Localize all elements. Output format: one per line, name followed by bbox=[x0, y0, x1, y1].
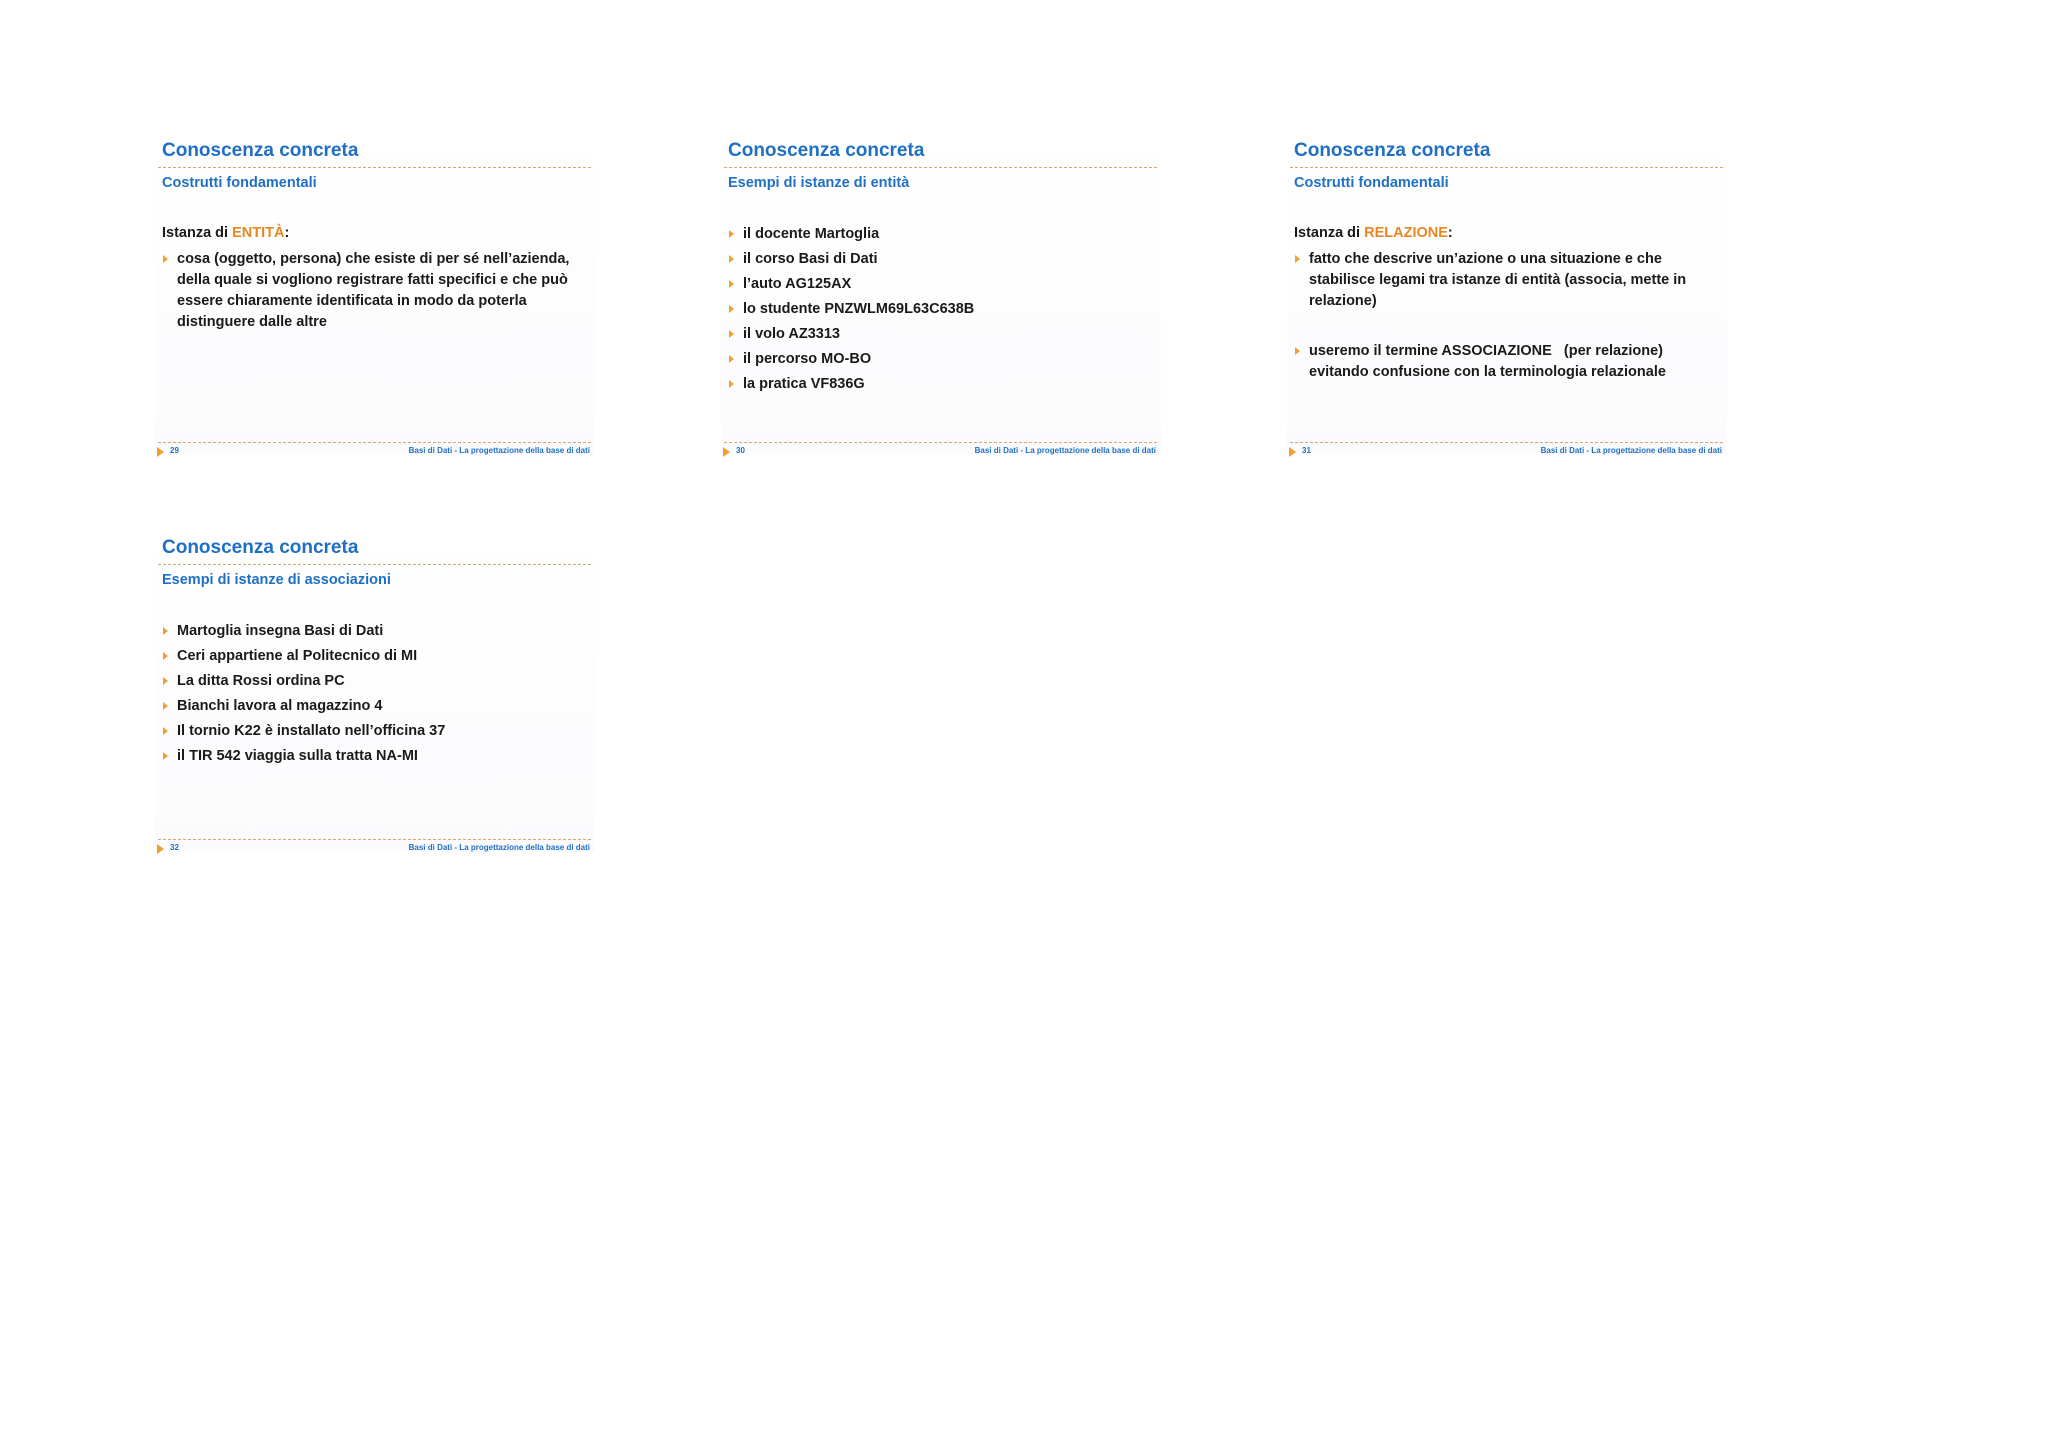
triangle-right-icon bbox=[729, 380, 734, 388]
list-item bbox=[728, 224, 974, 249]
bullet-list bbox=[1294, 249, 1709, 383]
slide-30 bbox=[721, 130, 1161, 455]
heading-highlight: ENTITÀ bbox=[232, 225, 285, 241]
list-item bbox=[162, 721, 445, 746]
footer-text: Basi di Dati - La progettazione della base di dati bbox=[974, 446, 1156, 455]
list-item bbox=[162, 746, 445, 771]
triangle-right-icon bbox=[163, 627, 168, 635]
page-number: 29 bbox=[170, 446, 179, 455]
triangle-right-icon bbox=[157, 447, 164, 457]
list-item-text: il percorso MO-BO bbox=[743, 351, 872, 367]
list-item-text: Martoglia insegna Basi di Dati bbox=[177, 623, 384, 639]
triangle-right-icon bbox=[729, 305, 734, 313]
triangle-right-icon bbox=[163, 727, 168, 735]
triangle-right-icon bbox=[163, 255, 168, 263]
footer-divider bbox=[724, 442, 1157, 443]
triangle-right-icon bbox=[1295, 255, 1300, 263]
slide-title: Conoscenza concreta bbox=[162, 140, 359, 161]
list-item-text: la pratica VF836G bbox=[743, 376, 865, 392]
triangle-right-icon bbox=[163, 677, 168, 685]
list-item bbox=[162, 671, 445, 696]
footer-divider bbox=[158, 442, 591, 443]
list-item-text: il docente Martoglia bbox=[743, 226, 880, 242]
bullet-list bbox=[728, 224, 974, 399]
page-number: 30 bbox=[736, 446, 745, 455]
heading-suffix: : bbox=[1447, 225, 1453, 241]
title-divider bbox=[1290, 167, 1723, 168]
triangle-right-icon bbox=[723, 447, 730, 457]
slide-title: Conoscenza concreta bbox=[728, 140, 925, 161]
list-item-text: fatto che descrive un’azione o una situazione e che stabilisce legami tra istanze di entità (associa, mette in relazione) bbox=[1309, 251, 1687, 309]
title-divider bbox=[158, 167, 591, 168]
slide-title: Conoscenza concreta bbox=[162, 537, 359, 558]
slide-subtitle: Esempi di istanze di entità bbox=[728, 175, 910, 191]
slide-32 bbox=[155, 527, 595, 852]
list-item bbox=[162, 249, 577, 333]
slide-subtitle: Costrutti fondamentali bbox=[162, 175, 317, 191]
slide-subtitle: Esempi di istanze di associazioni bbox=[162, 572, 391, 588]
triangle-right-icon bbox=[157, 844, 164, 854]
list-item-text: Bianchi lavora al magazzino 4 bbox=[177, 698, 383, 714]
list-item bbox=[728, 374, 974, 399]
triangle-right-icon bbox=[1289, 447, 1296, 457]
footer-text: Basi di Dati - La progettazione della base di dati bbox=[408, 446, 590, 455]
list-item-text: lo studente PNZWLM69L63C638B bbox=[743, 301, 975, 317]
list-item-text: il volo AZ3313 bbox=[743, 326, 840, 342]
triangle-right-icon bbox=[729, 355, 734, 363]
section-heading bbox=[162, 225, 289, 241]
list-item bbox=[728, 274, 974, 299]
list-item bbox=[162, 621, 445, 646]
list-item-text: l’auto AG125AX bbox=[743, 276, 852, 292]
heading-prefix: Istanza di bbox=[1294, 225, 1365, 241]
title-divider bbox=[724, 167, 1157, 168]
page-number: 31 bbox=[1302, 446, 1311, 455]
slide-subtitle: Costrutti fondamentali bbox=[1294, 175, 1449, 191]
triangle-right-icon bbox=[729, 255, 734, 263]
footer-divider bbox=[1290, 442, 1723, 443]
list-item bbox=[1294, 341, 1709, 383]
list-item-text: Ceri appartiene al Politecnico di MI bbox=[177, 648, 418, 664]
list-item bbox=[162, 696, 445, 721]
list-item bbox=[1294, 249, 1709, 312]
bullet-list bbox=[162, 249, 577, 333]
triangle-right-icon bbox=[163, 652, 168, 660]
list-item bbox=[728, 324, 974, 349]
title-divider bbox=[158, 564, 591, 565]
list-item-text: il corso Basi di Dati bbox=[743, 251, 878, 267]
section-heading bbox=[1294, 225, 1453, 241]
triangle-right-icon bbox=[729, 230, 734, 238]
triangle-right-icon bbox=[1295, 347, 1300, 355]
list-item bbox=[162, 646, 445, 671]
triangle-right-icon bbox=[163, 702, 168, 710]
footer-divider bbox=[158, 839, 591, 840]
triangle-right-icon bbox=[729, 280, 734, 288]
slide-29 bbox=[155, 130, 595, 455]
list-item-text: il TIR 542 viaggia sulla tratta NA-MI bbox=[177, 748, 418, 764]
list-item-text: cosa (oggetto, persona) che esiste di per sé nell’azienda, della quale si vogliono registrare fatti specifici e che può essere chiaramente identificata in modo da poterla distinguere dalle altre bbox=[177, 251, 570, 330]
triangle-right-icon bbox=[163, 752, 168, 760]
footer-text: Basi di Dati - La progettazione della base di dati bbox=[1540, 446, 1722, 455]
bullet-list bbox=[162, 621, 445, 771]
footer-text: Basi di Dati - La progettazione della base di dati bbox=[408, 843, 590, 852]
slide-31 bbox=[1287, 130, 1727, 455]
triangle-right-icon bbox=[729, 330, 734, 338]
list-item bbox=[728, 249, 974, 274]
list-item-text: Il tornio K22 è installato nell’officina 37 bbox=[177, 723, 446, 739]
slide-title: Conoscenza concreta bbox=[1294, 140, 1491, 161]
list-item-text: useremo il termine ASSOCIAZIONE (per relazione) evitando confusione con la terminologia relazionale bbox=[1309, 343, 1668, 380]
heading-highlight: RELAZIONE bbox=[1364, 225, 1448, 241]
list-item bbox=[728, 299, 974, 324]
list-item bbox=[728, 349, 974, 374]
page-number: 32 bbox=[170, 843, 179, 852]
heading-suffix: : bbox=[284, 225, 290, 241]
heading-prefix: Istanza di bbox=[162, 225, 233, 241]
list-item-text: La ditta Rossi ordina PC bbox=[177, 673, 345, 689]
